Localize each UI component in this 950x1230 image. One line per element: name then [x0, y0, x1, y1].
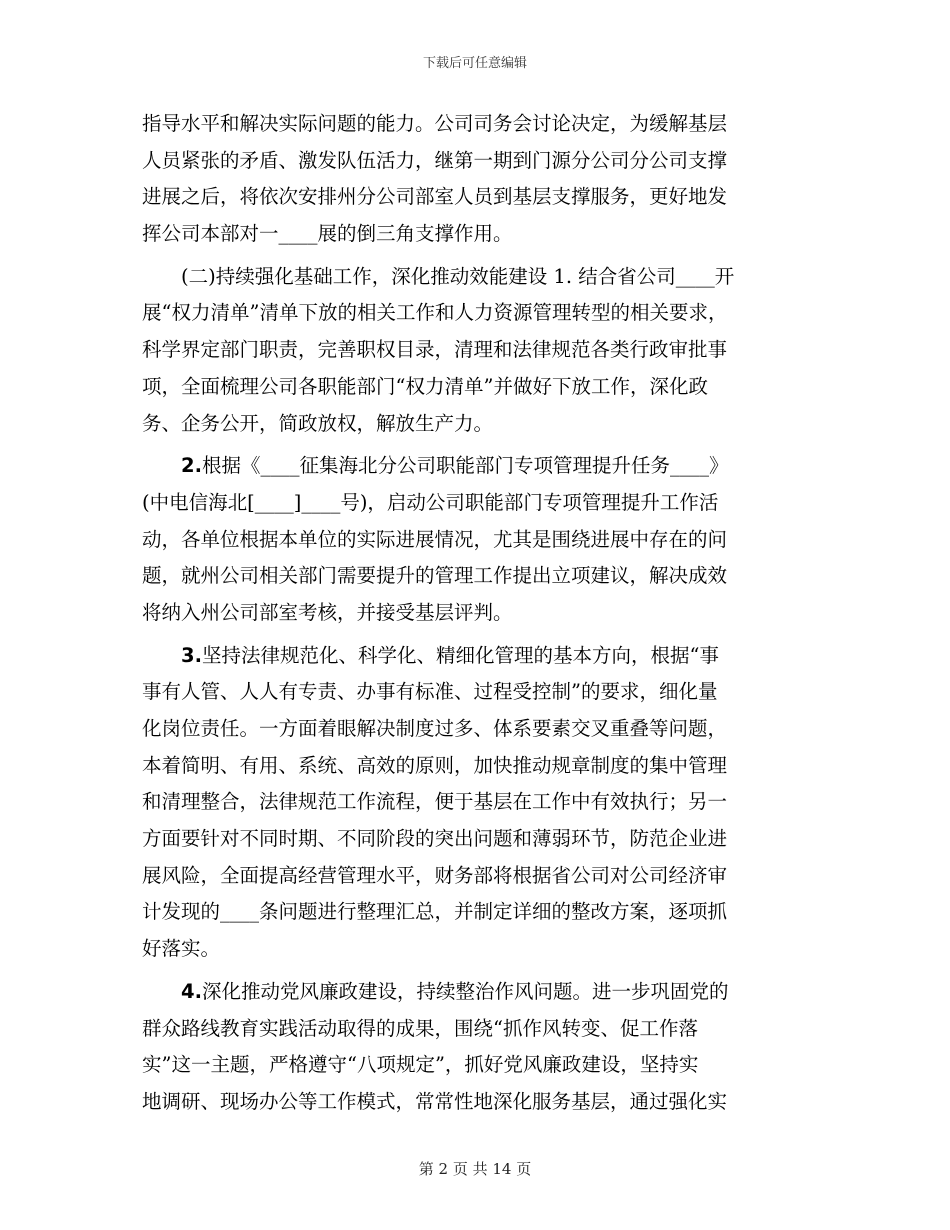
text-line: 事有人管、人人有专责、办事有标准、过程受控制”的要求，细化量: [142, 680, 718, 704]
text-line: 展风险，全面提高经营管理水平，财务部将根据省公司对公司经济审: [142, 863, 728, 887]
text-line: 题，就州公司相关部门需要提升的管理工作提出立项建议，解决成效: [142, 564, 728, 588]
text-line: 好落实。: [142, 937, 221, 961]
text-line: 和清理整合，法律规范工作流程，便于基层在工作中有效执行；另一: [142, 790, 728, 814]
text-line: (二)持续强化基础工作，深化推动效能建设 1. 结合省公司____开: [181, 264, 735, 288]
text-line: [142, 638, 810, 675]
paragraph-3: [142, 448, 810, 631]
text-line: 本着简明、有用、系统、高效的原则，加快推动规章制度的集中管理: [142, 753, 728, 777]
item-number: 4.: [181, 979, 202, 1003]
paragraph-2: [142, 259, 810, 442]
text-line: 动，各单位根据本单位的实际进展情况，尤其是围绕进展中存在的问: [142, 527, 728, 551]
paragraph-5: [142, 974, 810, 1121]
text-line: 地调研、现场办公等工作模式，常常性地深化服务基层，通过强化实: [142, 1089, 728, 1113]
text-line: 计发现的____条问题进行整理汇总，并制定详细的整改方案，逐项抓: [142, 900, 728, 924]
text-line: 方面要针对不同时期、不同阶段的突出问题和薄弱环节，防范企业进: [142, 827, 728, 851]
text-line: 指导水平和解决实际问题的能力。公司司务会讨论决定，为缓解基层: [142, 112, 728, 135]
paragraph-1: [142, 106, 810, 253]
paragraph-4: [142, 638, 810, 968]
line-text: 根据《____征集海北分公司职能部门专项管理提升任务____》: [201, 454, 729, 478]
page-number: 第 2 页 共 14 页: [418, 1160, 532, 1178]
document-body: [142, 106, 810, 1121]
text-line: 项，全面梳理公司各职能部门“权力清单”并做好下放工作，深化政: [142, 374, 708, 398]
text-line: 进展之后，将依次安排州分公司部室人员到基层支撑服务，更好地发: [142, 185, 728, 209]
line-text: 坚持法律规范化、科学化、精细化管理的基本方向，根据“事: [201, 643, 719, 667]
text-line: 化岗位责任。一方面着眼解决制度过多、体系要素交叉重叠等问题，: [142, 717, 728, 740]
text-line: 人员紧张的矛盾、激发队伍活力，继第一期到门源分公司分公司支撑: [142, 148, 728, 172]
page-header-note: 下载后可任意编辑: [422, 56, 527, 71]
text-line: 科学界定部门职责，完善职权目录，清理和法律规范各类行政审批事: [142, 338, 728, 362]
text-line: 群众路线教育实践活动取得的成果，围绕“抓作风转变、促工作落: [142, 1016, 698, 1040]
text-line: 实”这一主题，严格遵守“八项规定”，抓好党风廉政建设，坚持实: [142, 1053, 699, 1077]
text-line: (中电信海北[____]____号)，启动公司职能部门专项管理提升工作活: [142, 490, 719, 514]
text-line: 将纳入州公司部室考核，并接受基层评判。: [142, 600, 513, 624]
line-text: 深化推动党风廉政建设，持续整治作风问题。进一步巩固党的: [201, 979, 729, 1003]
text-line: 务、企务公开，简政放权，解放生产力。: [142, 411, 494, 435]
text-line: [142, 448, 810, 485]
text-line: 展“权力清单”清单下放的相关工作和人力资源管理转型的相关要求，: [142, 301, 728, 325]
text-line: 挥公司本部对一____展的倒三角支撑作用。: [142, 222, 513, 246]
text-line: [142, 974, 810, 1011]
item-number: 3.: [181, 643, 202, 667]
item-number: 2.: [181, 454, 202, 478]
